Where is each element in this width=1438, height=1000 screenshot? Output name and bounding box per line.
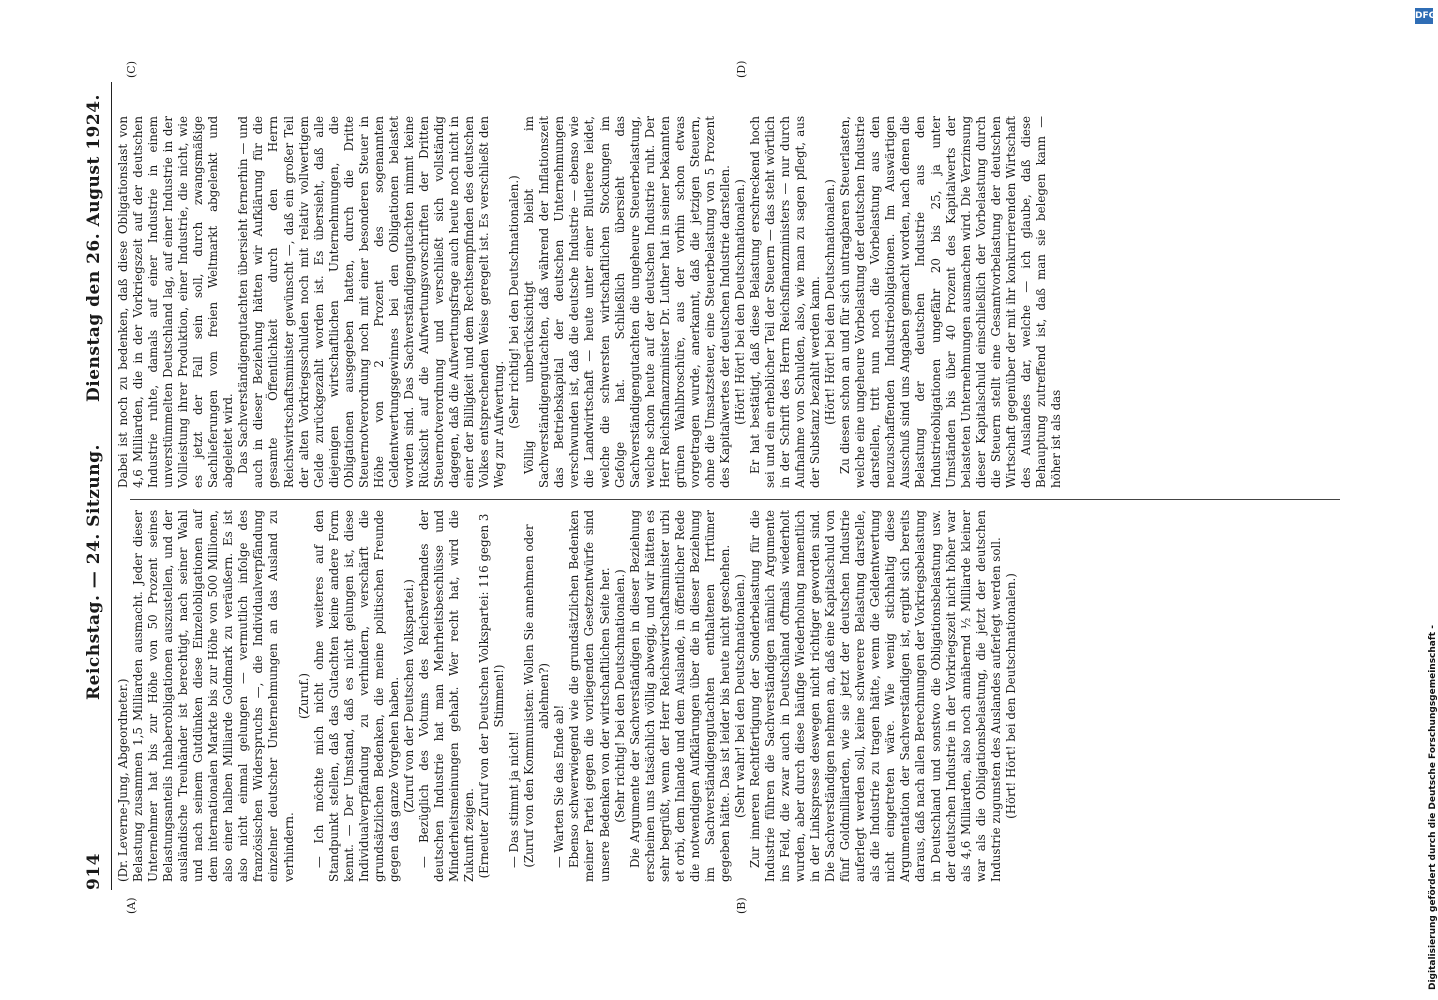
paragraph: — Ich möchte mich nicht ohne weiteres auf den Standpunkt stellen, daß das Gutachten keine andere Form kennt. — Der Umstand, daß es nicht gelungen ist, diese Individualverpfändung zu verhindern, verschärft die grundsätzlichen Bedenken, die meine politischen Freunde gegen das ganze Vorgehen haben. bbox=[311, 510, 401, 882]
digitization-credit: Digitalisierung gefördert durch die Deutsche Forschungsgemeinschaft - bbox=[1428, 625, 1438, 990]
paragraph: — Das stimmt ja nicht! bbox=[507, 731, 522, 868]
margin-mark-d: (D) bbox=[735, 60, 748, 78]
interjection: (Hört! Hört! bei den Deutschnationalen.) bbox=[1003, 573, 1018, 819]
paragraph: Das Sachverständigengutachten übersieht fernerhin — und auch in dieser Beziehung hätten wir Aufklärung für die gesamte Öffentlichkeit durch den Herrn Reichswirtschaftsminister gewünscht —, daß ein großer Teil der alten Vorkriegsschulden noch mit relativ vollwertigem Gelde zurückgezahlt worden ist. Es übersieht, daß alle diejenigen wirtschaftlichen Unternehmungen, die Obligationen ausgegeben hatten, durch die Dritte Steuernotverordnung noch mit einer besonderen Steuer in Höhe von 2 Prozent des sogenannten Geldentwertungsgewinnes bei den Obligationen belastet worden sind. Das Sachverständigengutachten nimmt keine Rücksicht auf die Aufwertungsvorschriften der Dritten Steuernotverordnung und verschließt sich vollständig dagegen, daß die Aufwertungsfrage auch heute noch nicht in einer der Billigkeit und dem Rechtsempfinden des deutschen Volkes entsprechenden Weise geregelt ist. Es verschließt den Weg zur Aufwertung. bbox=[236, 116, 507, 488]
interjection: (Sehr richtig! bei den Deutschnationalen.) bbox=[507, 175, 522, 429]
interjection: (Sehr richtig! bei den Deutschnationalen.) bbox=[612, 569, 627, 823]
paragraph: Er hat bestätigt, daß diese Belastung erschreckend hoch sei und ein erheblicher Teil der Steuern — das steht wörtlich in der Schrift des Herrn Reichsfinanzministers — nur durch Aufnahme von Schulden, also, wie man zu sagen pflegt, aus der Substanz bezahlt werden kann. bbox=[747, 116, 823, 488]
paragraph: Ebenso schwerwiegend wie die grundsätzlichen Bedenken meiner Partei gegen die vorliegenden Gesetzentwürfe sind unsere Bedenken von der wirtschaftlichen Seite her. bbox=[567, 510, 612, 882]
paragraph: (Dr. Leverne-Jung, Abgeordneter.) bbox=[116, 678, 130, 882]
paragraph: — Bezüglich des Votums des Reichsverbandes der deutschen Industrie hat man Mehrheitsbeschlüsse und Minderheitsmeinungen gehabt. Wer recht hat, wird die Zukunft zeigen. bbox=[416, 510, 477, 882]
page-number: 914 bbox=[84, 853, 104, 890]
interjection: (Hört! Hört! bei den Deutschnationalen.) bbox=[823, 179, 838, 425]
right-text-column bbox=[116, 116, 1064, 488]
interjection: (Zuruf.) bbox=[296, 673, 311, 719]
interjection: (Zuruf von der Deutschen Volkspartei.) bbox=[401, 579, 416, 813]
margin-mark-b: (B) bbox=[735, 897, 748, 914]
paragraph: Dabei ist noch zu bedenken, daß diese Obligationslast von 4,6 Milliarden, die in der Vorkriegszeit auf der deutschen Industrie ruhte, damals auf einer Industrie in einem unverstümmelten Deutschland lag, auf einer Industrie in der Vollleistung ihrer Produktion, einer Industrie, die nicht, wie es jetzt der Fall sein soll, durch zwangsmäßige Sachlieferungen vom freien Weltmarkt abgelenkt und abgeleitet wird. bbox=[116, 116, 236, 488]
paragraph: Zu diesen schon an und für sich untragbaren Steuerlasten, welche eine ungeheure Vorbelastung der deutschen Industrie darstellen, tritt nun noch die Vorbelastung aus den neuzuschaffenden Industrieobligationen. Im Auswärtigen Ausschuß sind uns Angaben gemacht worden, nach denen die Belastung der deutschen Industrie aus den Industrieobligationen ungefähr 20 bis 25, ja unter Umständen bis über 40 Prozent des Kapitalwerts der belasteten Unternehmungen ausmachen wird. Die Verzinsung dieser Kapitalschuld einschließlich der Vorbelastung durch die Steuern stellt eine Gesamtvorbelastung der deutschen Wirtschaft gegenüber der mit ihr konkurrierenden Wirtschaft des Auslandes dar, welche — ich glaube, daß diese Behauptung zutreffend ist, daß man sie belegen kann — höher ist als das bbox=[838, 116, 1063, 488]
interjection: (Hört! Hört! bei den Deutschnationalen.) bbox=[732, 179, 747, 425]
interjection: (Sehr wahr! bei den Deutschnationalen.) bbox=[732, 573, 747, 819]
paragraph: Völlig unberücksichtigt bleibt im Sachverständigengutachten, daß während der Inflationszeit das Betriebskapital der deutschen Unternehmungen verschwunden ist, daß die deutsche Industrie — ebenso wie die Landwirtschaft — heute unter einer Blutleere leidet, welche die schwersten wirtschaftlichen Stockungen im Gefolge hat. Schließlich übersieht das Sachverständigengutachten die ungeheure Steuerbelastung, welche schon heute auf der deutschen Industrie ruht. Der Herr Reichsfinanzminister Dr. Luther hat in seiner bekannten grünen Wahlbroschüre, aus der vorhin schon etwas vorgetragen wurde, anerkannt, daß die jetzigen Steuern, ohne die Umsatzsteuer, eine Steuerbelastung von 5 Prozent des Kapitalwertes der deutschen Industrie darstellen. bbox=[522, 116, 732, 488]
paragraph: Die Argumente der Sachverständigen in dieser Beziehung erscheinen uns tatsächlich völlig abwegig, und wir hätten es sehr begrüßt, wenn der Herr Reichswirtschaftsminister urbi et orbi, dem Inlande und dem Auslande, in öffentlicher Rede die notwendigen Aufklärungen über die in dieser Beziehung im Sachverständigengutachten enthaltenen Irrtümer gegeben hätte. Das ist leider bis heute nicht geschehen. bbox=[627, 510, 732, 882]
header-center: Reichstag. — 24. Sitzung. bbox=[84, 444, 104, 700]
interjection: (Zuruf von den Kommunisten: Wollen Sie annehmen oder ablehnen?) bbox=[522, 524, 552, 868]
interjection: (Erneuter Zuruf von der Deutschen Volkspartei: 116 gegen 3 Stimmen!) bbox=[477, 513, 507, 879]
dfg-logo: DFG bbox=[1415, 8, 1433, 24]
column-divider bbox=[130, 499, 1340, 500]
paragraph: — Warten Sie das Ende ab! bbox=[552, 704, 567, 868]
margin-mark-a: (A) bbox=[125, 897, 138, 914]
header-rule bbox=[111, 82, 112, 890]
paragraph: Zur inneren Rechtfertigung der Sonderbelastung für die Industrie führen die Sachverständigen nämlich Argumente ins Feld, die zwar auch in Deutschland oftmals wiederholt wurden, aber durch diese häufige Wiederholung namentlich in der Linkspresse deswegen nicht richtiger geworden sind. Die Sachverständigen nehmen an, daß eine Kapitalschuld von fünf Goldmilliarden, wie sie jetzt der deutschen Industrie auferlegt werden soll, keine schwerere Belastung darstelle, als die Industrie zu tragen hätte, wenn die Geldentwertung nicht eingetreten wäre. Wie wenig stichhaltig diese Argumentation der Sachverständigen ist, ergibt sich bereits daraus, daß nach allen Berechnungen der Vorkriegsbelastung in Deutschland und sonstwo die Obligationsbelastung usw. der deutschen Industrie in der Vorkriegszeit nicht höher war als 4,6 Milliarden, also noch annähernd ½ Milliarde kleiner war als die Obligationsbelastung, die jetzt der deutschen Industrie zugunsten des Auslandes auferlegt werden soll. bbox=[747, 510, 1003, 882]
paragraph: Belastung zusammen 1,5 Milliarden ausmacht. Jeder dieser Unternehmer hat bis zur Höhe von 50 Prozent seines Belastungsanteils Inhaberobligationen auszustellen, und der ausländische Treuhänder ist berechtigt, nach seiner Wahl und nach seinem Gutdünken diese Einzelobligationen auf dem internationalen Markte bis zur Höhe von 500 Millionen, also einer halben Milliarde Goldmark zu veräußern. Es ist also nicht einmal gelungen — vermutlich infolge des französischen Widerspruchs —, die Individualverpfändung einzelner deutscher Unternehmungen an das Ausland zu verhindern. bbox=[131, 510, 296, 882]
left-text-column bbox=[116, 510, 1019, 882]
header-date: Dienstag den 26. August 1924. bbox=[84, 94, 104, 402]
margin-mark-c: (C) bbox=[125, 61, 138, 78]
